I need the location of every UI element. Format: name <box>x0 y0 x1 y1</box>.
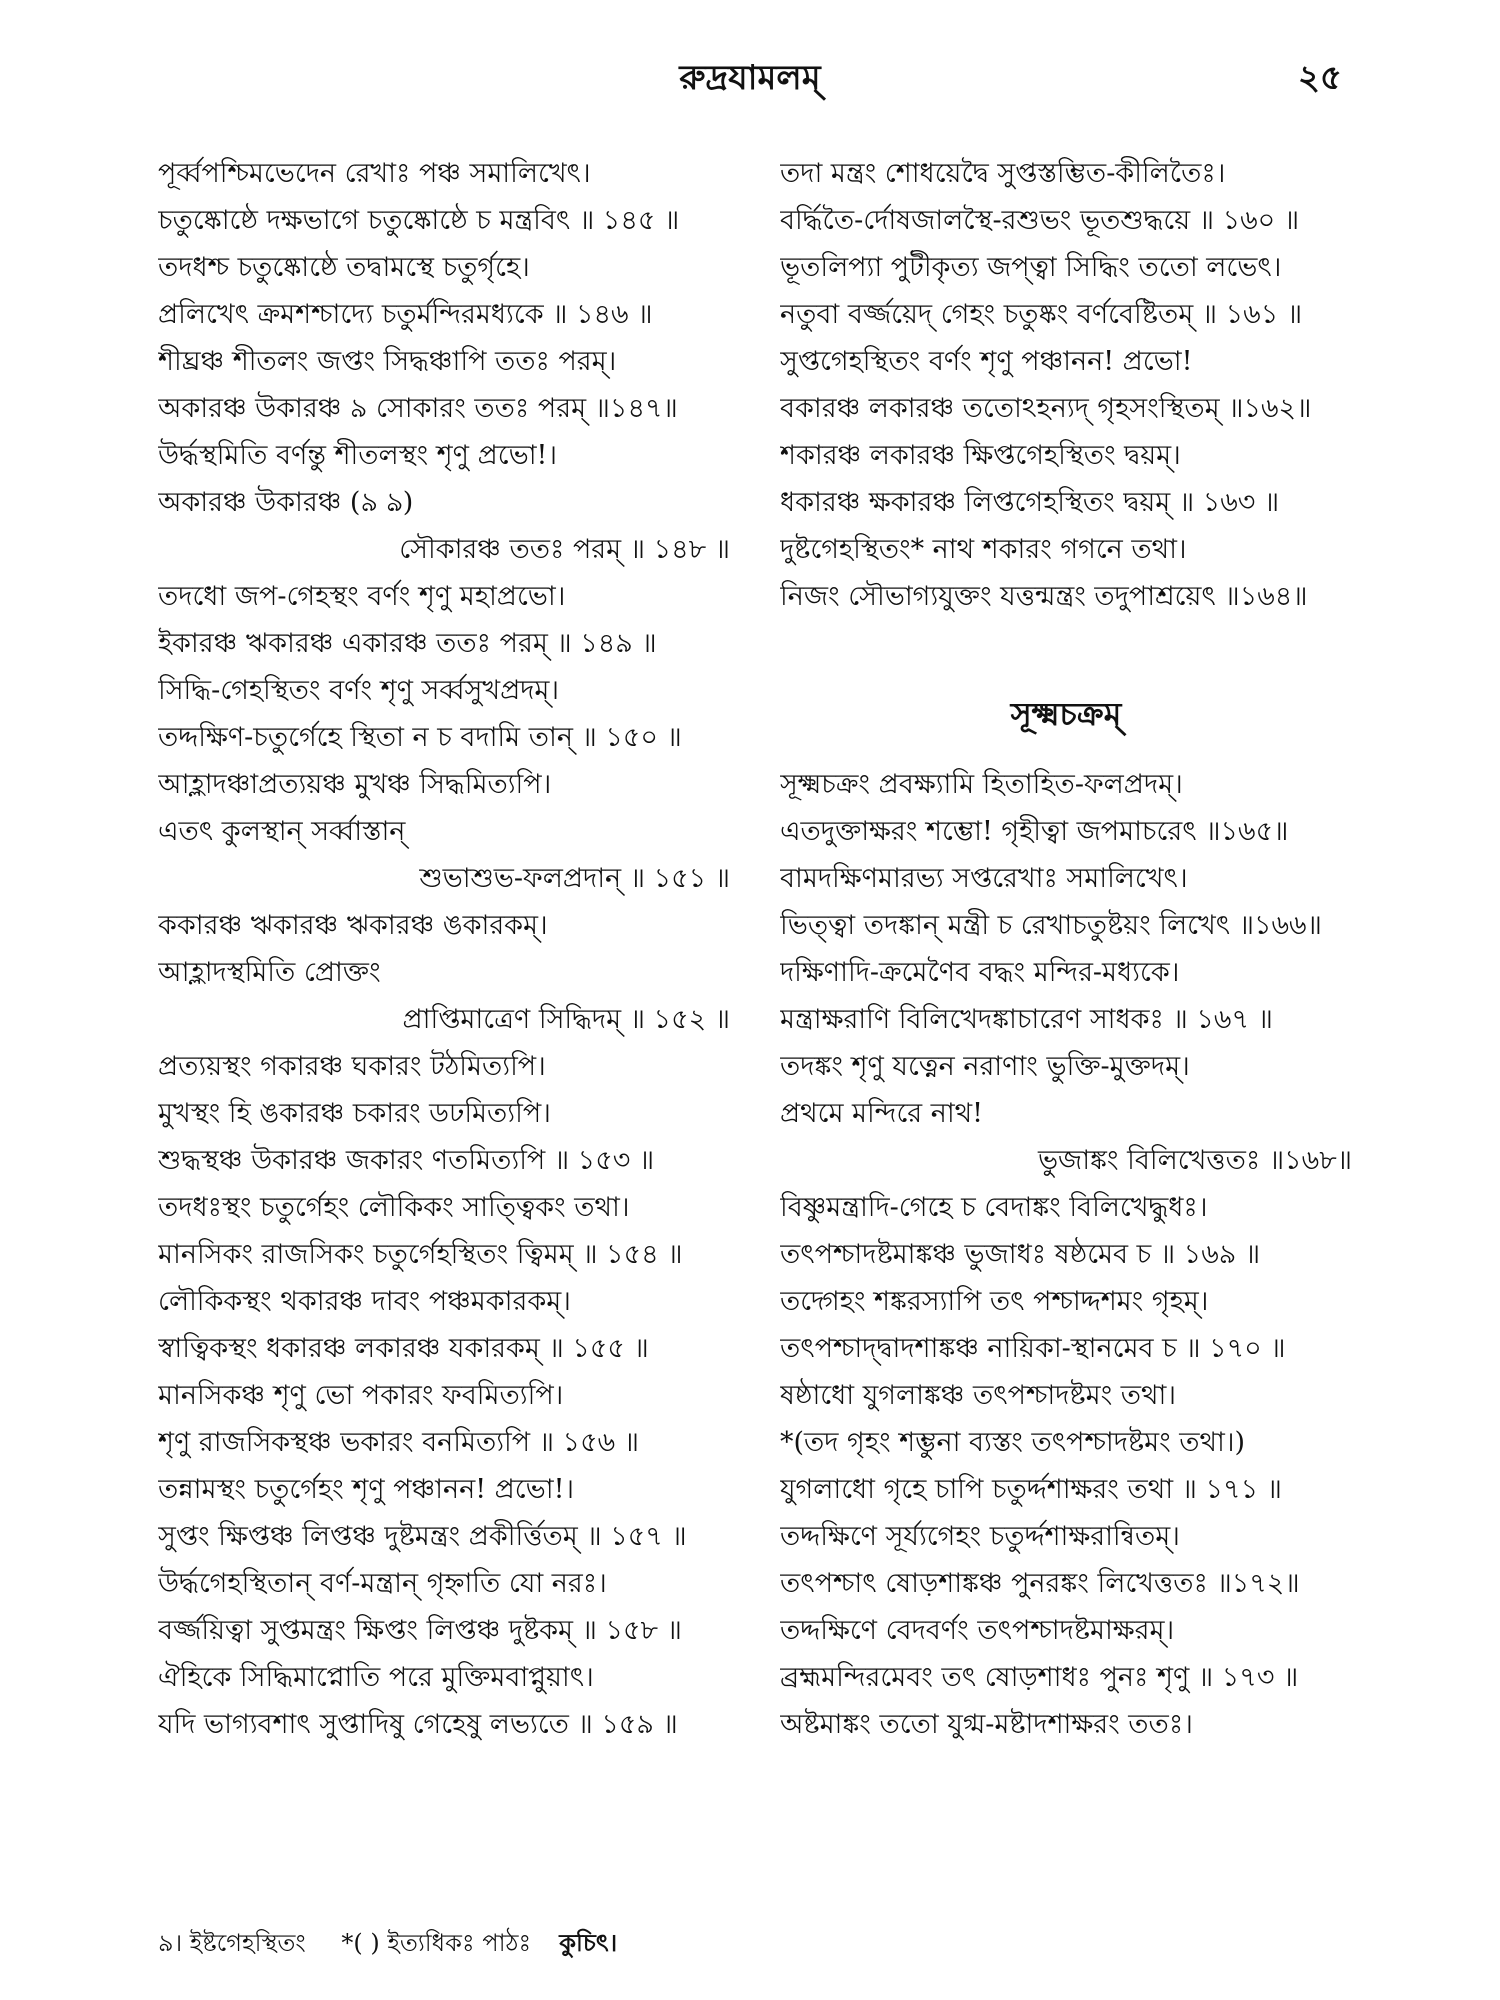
verse-line: বকারঞ্চ লকারঞ্চ ততোঽহন্যদ্ গৃহসংস্থিতম্ ॥১৬২॥ <box>780 393 1312 424</box>
verse-line: বিষ্ণুমন্ত্রাদি-গেহে চ বেদাঙ্কং বিলিখেদ্ধুধঃ। <box>780 1192 1208 1223</box>
verse-line: তন্নামস্থং চতুর্গেহং শৃণু পঞ্চানন! প্রভো!। <box>158 1474 575 1505</box>
verse-line: দুষ্টগেহস্থিতং* নাথ শকারং গগনে তথা। <box>780 534 1187 565</box>
footnote-1: ৯। ইষ্টগেহস্থিতং <box>158 1929 306 1957</box>
verse-line: আহ্লাদস্থমিতি প্রোক্তং <box>158 957 381 988</box>
page-title: রুদ্রযামলম্ <box>679 58 821 98</box>
verse-line: সূক্ষ্মচক্রং প্রবক্ষ্যামি হিতাহিত-ফলপ্রদম্। <box>780 769 1183 800</box>
verse-line: নতুবা বর্জ্জয়েদ্ গেহং চতুষ্কং বর্ণবেষ্টিতম্ ॥ ১৬১ ॥ <box>780 299 1303 330</box>
verse-line: মন্ত্রাক্ষরাণি বিলিখেদঙ্কাচারেণ সাধকঃ ॥ ১৬৭ ॥ <box>780 1004 1273 1035</box>
verse-line: ভিত্ত্বা তদঙ্কান্ মন্ত্রী চ রেখাচতুষ্টয়ং লিখেৎ ॥১৬৬॥ <box>780 910 1322 941</box>
verse-line: প্রলিখেৎ ক্রমশশ্চাদ্যে চতুর্মন্দিরমধ্যকে ॥ ১৪৬ ॥ <box>158 299 653 330</box>
verse-line: তদ্দক্ষিণ-চতুর্গেহে স্থিতা ন চ বদামি তান্ ॥ ১৫০ ॥ <box>158 722 682 753</box>
verse-line: বর্জ্জয়িত্বা সুপ্তমন্ত্রং ক্ষিপ্তং লিপ্তঞ্চ দুষ্টকম্ ॥ ১৫৮ ॥ <box>158 1615 682 1646</box>
verse-line: তদ্দক্ষিণে সূর্য্যগেহং চতুর্দ্দশাক্ষরান্বিতম্। <box>780 1521 1180 1552</box>
verse-line: যুগলাধো গৃহে চাপি চতুর্দ্দশাক্ষরং তথা ॥ ১৭১ ॥ <box>780 1474 1282 1505</box>
verse-line: ইকারঞ্চ ঋকারঞ্চ একারঞ্চ ততঃ পরম্ ॥ ১৪৯ ॥ <box>158 628 657 659</box>
verse-line: প্রথমে মন্দিরে নাথ! <box>780 1098 984 1129</box>
verse-line: উৰ্দ্ধগেহস্থিতান্ বর্ণ-মন্ত্রান্ গৃহ্নাতি যো নরঃ। <box>158 1568 607 1599</box>
verse-line: শুদ্ধস্থঞ্চ উকারঞ্চ জকারং ণতমিত্যপি ॥ ১৫৩ ॥ <box>158 1145 655 1176</box>
section-heading: সূক্ষ্মচক্রম্ <box>1010 695 1122 733</box>
verse-line: তদা মন্ত্রং শোধয়েদ্বৈ সুপ্তস্তম্ভিত-কীলিতৈঃ। <box>780 158 1226 189</box>
verse-line: স্বাত্বিকস্থং ধকারঞ্চ লকারঞ্চ যকারকম্ ॥ ১৫৫ ॥ <box>158 1333 649 1364</box>
verse-line: তদধো জপ-গেহস্থং বর্ণং শৃণু মহাপ্রভো। <box>158 581 566 612</box>
verse-line: অকারঞ্চ উকারঞ্চ (৯ ঌ) <box>158 487 414 518</box>
verse-line: ককারঞ্চ ঋকারঞ্চ ঋকারঞ্চ ঙকারকম্। <box>158 910 548 941</box>
verse-line: শকারঞ্চ লকারঞ্চ ক্ষিপ্তগেহস্থিতং দ্বয়ম্। <box>780 440 1181 471</box>
verse-line: দক্ষিণাদি-ক্রমেণৈব বদ্ধং মন্দির-মধ্যকে। <box>780 957 1180 988</box>
section-spacer <box>780 620 1352 667</box>
verse-line: তৎপশ্চাদ্দ্বাদশাঙ্কঞ্চ নায়িকা-স্থানমেব চ ॥ ১৭০ ॥ <box>780 1333 1286 1364</box>
verse-line: তৎপশ্চাৎ ষোড়শাঙ্কঞ্চ পুনরঙ্কং লিখেত্ততঃ ॥১৭২॥ <box>780 1568 1300 1599</box>
right-column <box>780 150 1352 1748</box>
verse-line: ব্রহ্মমন্দিরমেবং তৎ ষোড়শাধঃ পুনঃ শৃণু ॥ ১৭৩ ॥ <box>780 1662 1299 1693</box>
verse-line: শৃণু রাজসিকস্থঞ্চ ভকারং বনমিত্যপি ॥ ১৫৬ ॥ <box>158 1427 640 1458</box>
footnote-2-prefix: *( ) ইত্যধিকঃ পাঠঃ <box>341 1929 532 1957</box>
verse-line: মুখস্থং হি ঙকারঞ্চ চকারং ডঢমিত্যপি। <box>158 1098 551 1129</box>
verse-line: প্রাপ্তিমাত্রেণ সিদ্ধিদম্ ॥ ১৫২ ॥ <box>402 1004 730 1035</box>
verse-line: ভূতলিপ্যা পুটীকৃত্য জপ্ত্বা সিদ্ধিং ততো লভেৎ। <box>780 252 1282 283</box>
verse-line: শুভাশুভ-ফলপ্রদান্ ॥ ১৫১ ॥ <box>419 863 730 894</box>
verse-line: চতুষ্কোষ্ঠে দক্ষভাগে চতুষ্কোষ্ঠে চ মন্ত্রবিৎ ॥ ১৪৫ ॥ <box>158 205 680 236</box>
verse-line: *(তদ গৃহং শম্ভুনা ব্যস্তং তৎপশ্চাদষ্টমং তথা।) <box>780 1427 1246 1458</box>
verse-line: তৎপশ্চাদষ্টমাঙ্কঞ্চ ভুজাধঃ ষষ্ঠমেব চ ॥ ১৬৯ ॥ <box>780 1239 1261 1270</box>
verse-line: পূর্ব্বপশ্চিমভেদেন রেখাঃ পঞ্চ সমালিখেৎ। <box>158 158 591 189</box>
verse-line: লৌকিকস্থং থকারঞ্চ দাবং পঞ্চমকারকম্। <box>158 1286 571 1317</box>
left-column <box>158 150 730 1748</box>
verse-line: বর্দ্ধিতৈ-র্দোষজালস্থৈ-রশুভং ভূতশুদ্ধয়ে ॥ ১৬০ ॥ <box>780 205 1300 236</box>
verse-line: শীঘ্রঞ্চ শীতলং জপ্তং সিদ্ধঞ্চাপি ততঃ পরম্। <box>158 346 617 377</box>
verse-line: সিদ্ধি-গেহস্থিতং বর্ণং শৃণু সর্ব্বসুখপ্রদম্। <box>158 675 560 706</box>
verse-line: এতৎ কুলস্থান্ সর্ব্বাস্তান্ <box>158 816 406 847</box>
verse-line: সুপ্তং ক্ষিপ্তঞ্চ লিপ্তঞ্চ দুষ্টমন্ত্রং প্রকীর্ত্তিতম্ ॥ ১৫৭ ॥ <box>158 1521 687 1552</box>
verse-line: ষষ্ঠাধো যুগলাঙ্কঞ্চ তৎপশ্চাদষ্টমং তথা। <box>780 1380 1177 1411</box>
verse-line: আহ্লাদঞ্চাপ্রত্যয়ঞ্চ মুখঞ্চ সিদ্ধমিত্যপি। <box>158 769 552 800</box>
verse-line: সুপ্তগেহস্থিতং বর্ণং শৃণু পঞ্চানন! প্রভো! <box>780 346 1193 377</box>
footnote-2-bold: কুচিৎ। <box>559 1928 618 1957</box>
verse-line: তদঙ্কং শৃণু যত্নেন নরাণাং ভুক্তি-মুক্তদম্। <box>780 1051 1190 1082</box>
page-number: ২৫ <box>1297 58 1342 98</box>
verse-line: ভুজাঙ্কং বিলিখেত্ততঃ ॥১৬৮॥ <box>1037 1145 1352 1176</box>
verse-line: এতদুক্তাক্ষরং শম্ভো! গৃহীত্বা জপমাচরেৎ ॥১৬৫॥ <box>780 816 1289 847</box>
verse-line: নিজং সৌভাগ্যযুক্তং যত্তন্মন্ত্রং তদুপাশ্রয়েৎ ॥১৬৪॥ <box>780 581 1308 612</box>
verse-line: তদধশ্চ চতুষ্কোষ্ঠে তদ্বামস্থে চতুর্গৃহে। <box>158 252 530 283</box>
verse-line: তদ্গেহং শঙ্করস্যাপি তৎ পশ্চাদ্দশমং গৃহম্। <box>780 1286 1209 1317</box>
verse-line: অষ্টমাঙ্কং ততো যুগ্ম-মষ্টাদশাক্ষরং ততঃ। <box>780 1709 1193 1740</box>
verse-line: উৰ্দ্ধস্থমিতি বর্ণন্তু শীতলস্থং শৃণু প্রভো!। <box>158 440 558 471</box>
verse-line: ধকারঞ্চ ক্ষকারঞ্চ লিপ্তগেহস্থিতং দ্বয়ম্ ॥ ১৬৩ ॥ <box>780 487 1280 518</box>
verse-line: তদ্দক্ষিণে বেদবর্ণং তৎপশ্চাদষ্টমাক্ষরম্। <box>780 1615 1175 1646</box>
verse-line: ঐহিকে সিদ্ধিমাপ্নোতি পরে মুক্তিমবাপ্নুয়াৎ। <box>158 1662 594 1693</box>
verse-line: মানসিকঞ্চ শৃণু ভো পকারং ফবমিত্যপি। <box>158 1380 564 1411</box>
verse-line: সৌকারঞ্চ ততঃ পরম্ ॥ ১৪৮ ॥ <box>399 534 730 565</box>
verse-line: প্রত্যয়স্থং গকারঞ্চ ঘকারং টঠমিত্যপি। <box>158 1051 546 1082</box>
verse-line: বামদক্ষিণমারভ্য সপ্তরেখাঃ সমালিখেৎ। <box>780 863 1188 894</box>
footnote <box>158 1925 645 1965</box>
verse-line: তদধঃস্থং চতুর্গেহং লৌকিকং সাত্ত্বিকং তথা। <box>158 1192 630 1223</box>
verse-line: যদি ভাগ্যবশাৎ সুপ্তাদিষু গেহেষু লভ্যতে ॥ ১৫৯ ॥ <box>158 1709 678 1740</box>
verse-line: মানসিকং রাজসিকং চতুর্গেহস্থিতং ত্বিমম্ ॥ ১৫৪ ॥ <box>158 1239 683 1270</box>
verse-line: অকারঞ্চ উকারঞ্চ ৯ সোকারং ততঃ পরম্ ॥১৪৭॥ <box>158 393 678 424</box>
